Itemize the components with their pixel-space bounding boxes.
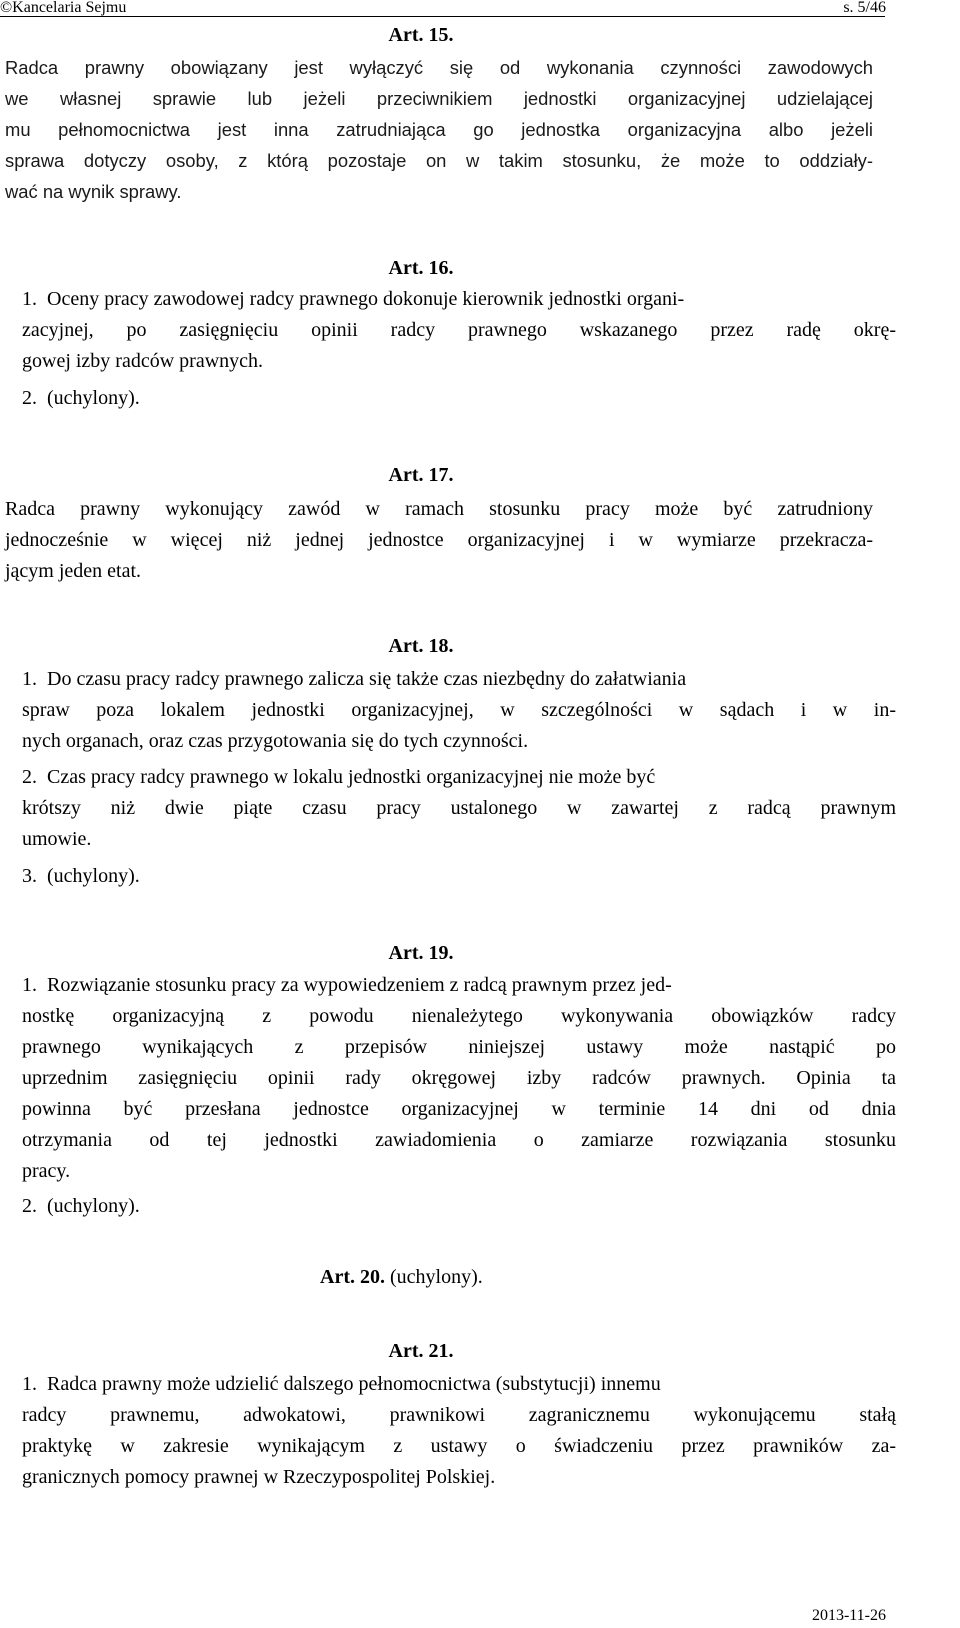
- item-line: Oceny pracy zawodowej radcy prawnego dokonuje kierownik jednostki organi-: [47, 288, 685, 310]
- art-18-title: Art. 18.: [388, 635, 454, 657]
- art-17-line: Radca prawny wykonujący zawód w ramach stosunku pracy może być zatrudniony: [5, 498, 873, 520]
- item-line: Do czasu pracy radcy prawnego zalicza się także czas niezbędny do załatwiania: [47, 668, 687, 690]
- item-number: 1.: [22, 288, 37, 310]
- art-16-title: Art. 16.: [388, 257, 454, 279]
- item-number: 2.: [22, 387, 37, 409]
- art-15-line: Radca prawny obowiązany jest wyłączyć się od wykonania czynności zawodowych: [5, 57, 873, 78]
- item-number: 1.: [22, 974, 37, 996]
- art-15-line: wać na wynik sprawy.: [5, 181, 182, 202]
- art-15-line: we własnej sprawie lub jeżeli przeciwnikiem jednostki organizacyjnej udzielającej: [5, 88, 873, 109]
- item-number: 3.: [22, 865, 37, 887]
- art-15-text: [5, 52, 873, 207]
- footer-date: 2013-11-26: [811, 1607, 886, 1624]
- art-19-title: Art. 19.: [388, 942, 454, 964]
- item-line: Rozwiązanie stosunku pracy za wypowiedzeniem z radcą prawnym przez jed-: [47, 974, 672, 996]
- item-number: 1.: [22, 668, 37, 690]
- art-20-label: Art. 20.: [320, 1266, 385, 1288]
- item-line: granicznych pomocy prawnej w Rzeczypospolitej Polskiej.: [22, 1466, 496, 1488]
- art-17-line: jednocześnie w więcej niż jednej jednostce organizacyjnej i w wymiarze przekracza-: [5, 529, 873, 551]
- item-line: nych organach, oraz czas przygotowania się do tych czynności.: [22, 730, 529, 752]
- item-line: uprzednim zasięgnięciu opinii rady okręgowej izby radców prawnych. Opinia ta: [22, 1067, 896, 1089]
- art-19-item-2: [22, 1191, 896, 1222]
- art-15-line: sprawa dotyczy osoby, z którą pozostaje on w takim stosunku, że może to oddziały-: [5, 150, 873, 171]
- art-15-line: mu pełnomocnictwa jest inna zatrudniająca go jednostka organizacyjna albo jeżeli: [5, 119, 873, 140]
- header-source: ©Kancelaria Sejmu: [0, 0, 127, 16]
- art-17-line: jącym jeden etat.: [5, 560, 142, 582]
- item-line: (uchylony).: [47, 865, 140, 887]
- art-18-item-1: [22, 664, 896, 757]
- item-line: powinna być przesłana jednostce organizacyjnej w terminie 14 dni od dnia: [22, 1098, 896, 1120]
- art-17-text: [5, 494, 873, 587]
- item-line: (uchylony).: [47, 387, 140, 409]
- art-18-item-3: [22, 861, 896, 892]
- item-line: Czas pracy radcy prawnego w lokalu jednostki organizacyjnej nie może być: [47, 766, 656, 788]
- art-20-status: (uchylony).: [389, 1266, 483, 1288]
- item-number: 2.: [22, 766, 37, 788]
- header-rule: [0, 16, 885, 17]
- art-19-item-1: [22, 970, 896, 1187]
- item-line: radcy prawnemu, adwokatowi, prawnikowi zagranicznemu wykonującemu stałą: [22, 1404, 896, 1426]
- item-line: krótszy niż dwie piąte czasu pracy ustalonego w zawartej z radcą prawnym: [22, 797, 896, 819]
- item-line: praktykę w zakresie wynikającym z ustawy o świadczeniu przez prawników za-: [22, 1435, 896, 1457]
- art-21-item-1: [22, 1369, 896, 1493]
- item-line: zacyjnej, po zasięgnięciu opinii radcy prawnego wskazanego przez radę okrę-: [22, 319, 896, 341]
- item-line: prawnego wynikających z przepisów niniejszej ustawy może nastąpić po: [22, 1036, 896, 1058]
- art-18-item-2: [22, 762, 896, 855]
- art-16-item-1: [22, 284, 896, 377]
- art-21-title: Art. 21.: [388, 1340, 454, 1362]
- item-line: spraw poza lokalem jednostki organizacyjnej, w szczególności w sądach i w in-: [22, 699, 896, 721]
- item-line: pracy.: [22, 1160, 71, 1182]
- item-number: 1.: [22, 1373, 37, 1395]
- item-line: umowie.: [22, 828, 92, 850]
- art-17-title: Art. 17.: [388, 464, 454, 486]
- art-16-item-2: [22, 383, 896, 414]
- item-number: 2.: [22, 1195, 37, 1217]
- art-15-title: Art. 15.: [388, 24, 454, 46]
- item-line: Radca prawny może udzielić dalszego pełnomocnictwa (substytucji) innemu: [47, 1373, 661, 1395]
- page-number: s. 5/46: [843, 0, 886, 16]
- item-line: gowej izby radców prawnych.: [22, 350, 264, 372]
- item-line: (uchylony).: [47, 1195, 140, 1217]
- art-20-title: [320, 1266, 580, 1288]
- item-line: nostkę organizacyjną z powodu nienależytego wykonywania obowiązków radcy: [22, 1005, 896, 1027]
- item-line: otrzymania od tej jednostki zawiadomienia o zamiarze rozwiązania stosunku: [22, 1129, 896, 1151]
